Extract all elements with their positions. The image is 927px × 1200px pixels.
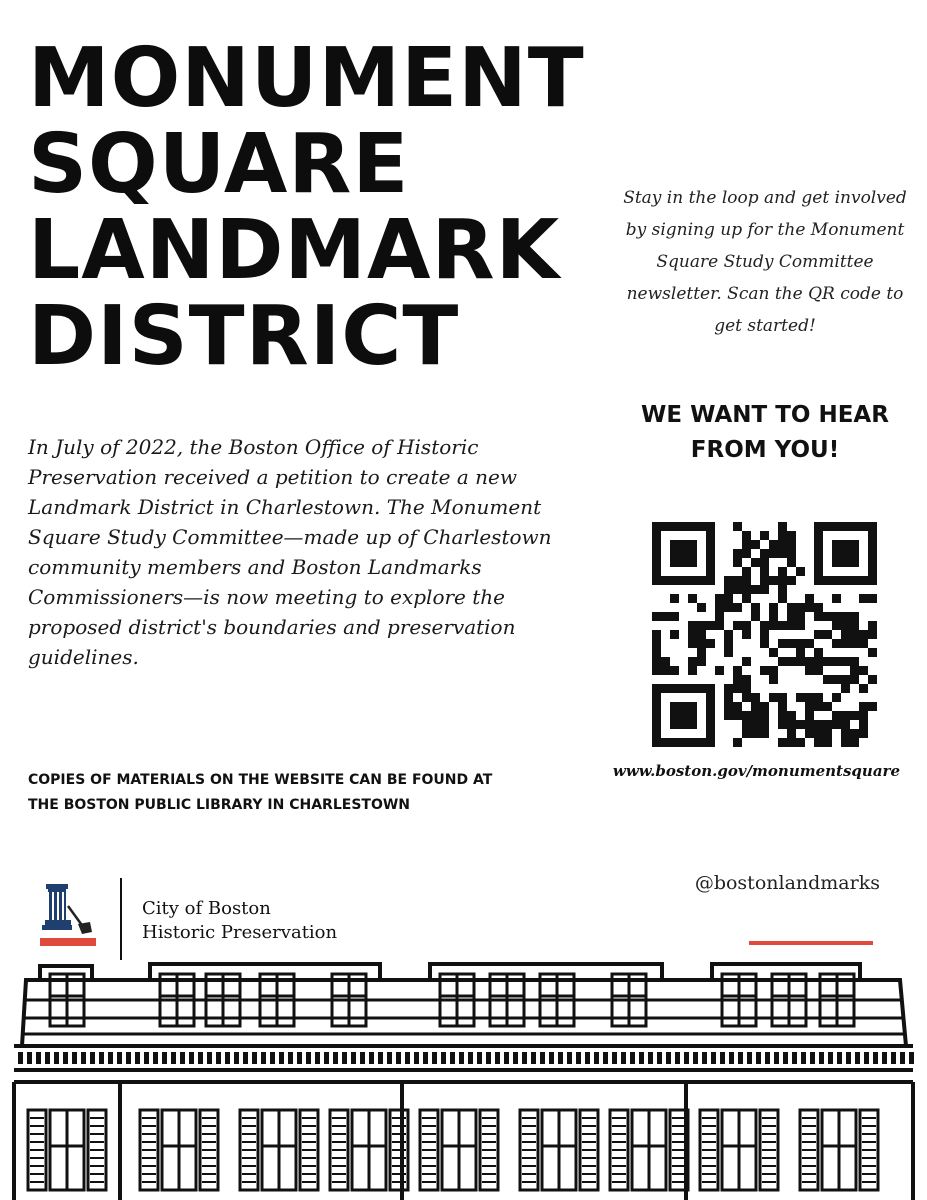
org-name-line: Historic Preservation [142,922,338,943]
website-link[interactable]: www.boston.gov/monumentsquare [612,762,900,780]
title-line: SQUARE [28,117,410,212]
logo-divider [120,878,122,960]
rowhouse-illustration [0,960,927,1200]
call-to-action-heading: WE WANT TO HEAR FROM YOU! [641,402,889,463]
historic-preservation-logo-icon [38,880,100,952]
page-title [28,31,585,384]
title-line: LANDMARK [28,203,561,298]
intro-paragraph: In July of 2022, the Boston Office of Historic Preservation received a petition to create a new Landmark District in Charlestown. The Monument Square Study Committee—made up of Charlestown community members and Boston Landmarks Commissioners—is now meeting to explore the proposed district's boundaries and preservation guidelines. [28,435,552,669]
social-handle: @bostonlandmarks [694,872,880,894]
org-name-line: City of Boston [142,898,271,919]
org-name [142,897,337,945]
newsletter-signup-text: Stay in the loop and get involved by signing up for the Monument Square Study Committee newsletter. Scan the QR code to get started! [623,188,907,336]
title-line: DISTRICT [28,289,460,384]
accent-divider [749,941,873,945]
title-line: MONUMENT [28,31,585,126]
library-copies-note: COPIES OF MATERIALS ON THE WEBSITE CAN BE FOUND AT THE BOSTON PUBLIC LIBRARY IN CHARLESTOWN [28,772,493,813]
qr-code-icon[interactable] [652,522,877,747]
